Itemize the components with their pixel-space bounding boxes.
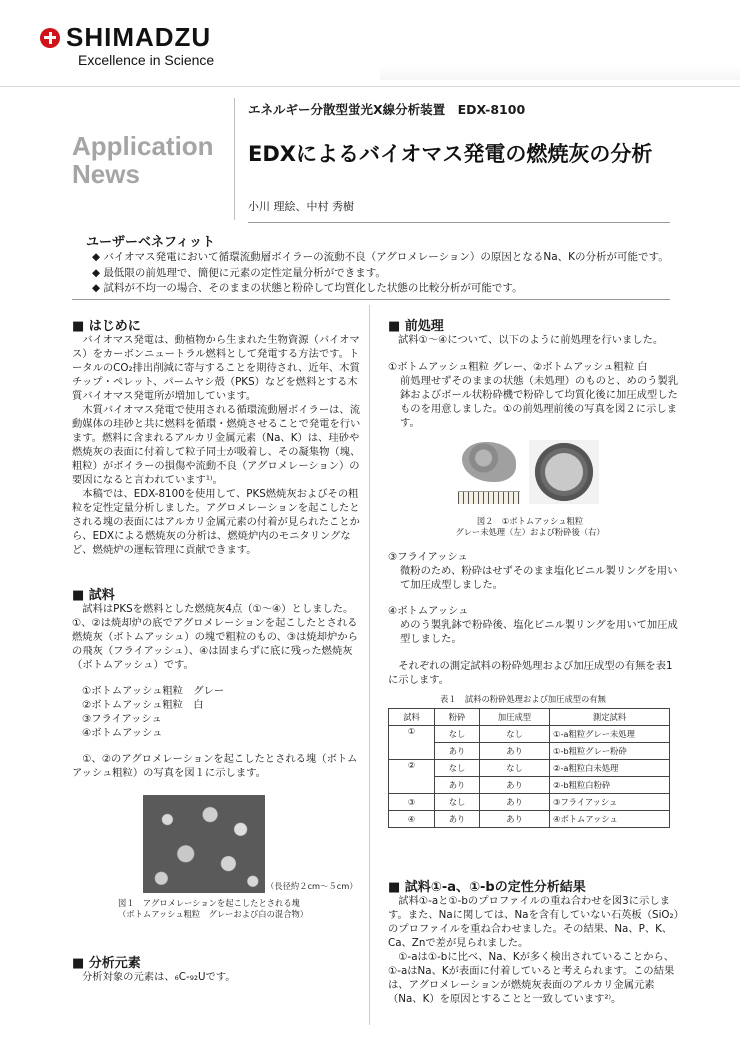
table-cell: ④ xyxy=(389,811,435,828)
samples-heading: ■ 試料 xyxy=(72,588,115,603)
application-news-label xyxy=(72,132,214,188)
table-cell: ① xyxy=(389,726,435,760)
title-rule xyxy=(248,222,670,223)
table-cell: ②-b粗粒白粉砕 xyxy=(550,777,670,794)
figure-2-caption xyxy=(455,516,605,538)
pretreat-item-3-body: 微粉のため、粉砕はせずそのまま塩化ビニル製リングを用いて加圧成型しました。 xyxy=(400,565,678,591)
benefit-item: ◆ 試料が不均一の場合、そのままの状態と粉砕して均質化した状態の比較分析が可能です。 xyxy=(92,281,669,297)
figure-1-size-note: （長径約２cm〜５cm） xyxy=(266,881,358,891)
table-header-cell: 測定試料 xyxy=(550,709,670,726)
intro-paragraph-1: バイオマス発電は、動植物から生まれた生物資源（バイオマス）をカーボンニュートラル燃料として発電する方法です。トータルのCO₂排出削減に寄与することを期待され、近年、木質チップ・ペレット、パームヤシ殻（PKS）などを燃料とする木質バイオマス発電所が増加しています。 xyxy=(72,334,360,402)
brand-logo xyxy=(40,22,211,53)
benefit-item: ◆ 最低限の前処理で、簡便に元素の定性定量分析ができます。 xyxy=(92,266,669,282)
samples-paragraph-1: 試料はPKSを燃料とした燃焼灰4点（①〜④）としました。①、②は焼却炉の底でアグロメレーションを起こしたとされる燃焼灰（ボトムアッシュ）の塊で粗粒のもの、③は焼却炉からの飛灰（フライアッシュ）、④は固まらずに底に残った燃焼灰（ボトムアッシュ）です。 xyxy=(72,603,358,671)
app-news-line1: Application xyxy=(72,131,214,161)
sample-list-item: ②ボトムアッシュ粗粒 白 xyxy=(82,699,204,711)
sample-list-item: ④ボトムアッシュ xyxy=(82,727,163,739)
figure-1-caption-line1: 図１ アグロメレーションを起こしたとされる塊 xyxy=(118,898,300,908)
results-paragraph-1: 試料①-aと①-bのプロファイルの重ね合わせを図3に示します。また、Naに関しては、Naを含有していない石英板（SiO₂）のプロファイルを重ね合わせました。その結果、Na、P、K、Ca、Znで差が見られました。 xyxy=(388,895,679,949)
header-divider xyxy=(0,86,740,87)
table-cell: あり xyxy=(480,794,550,811)
elements-text: 分析対象の元素は、₆C-₉₂Uです。 xyxy=(82,971,236,983)
pretreat-item-4-body: めのう製乳鉢で粉砕後、塩化ビニル製リングを用いて加圧成型しました。 xyxy=(400,619,678,645)
shimadzu-cross-icon xyxy=(40,28,60,48)
pretreat-item-1-2 xyxy=(388,360,680,430)
table-cell: ①-a粗粒グレー未処理 xyxy=(550,726,670,743)
scale-ruler xyxy=(458,491,520,504)
pretreat-item-3 xyxy=(388,550,680,592)
table-cell: あり xyxy=(480,811,550,828)
table-cell: あり xyxy=(435,811,480,828)
pretreat-item-1-2-title: ①ボトムアッシュ粗粒 グレー、②ボトムアッシュ粗粒 白 xyxy=(388,361,648,373)
benefits-rule xyxy=(72,299,670,300)
table-cell: あり xyxy=(435,743,480,760)
sample-list-item: ③フライアッシュ xyxy=(82,713,162,725)
table-header-row xyxy=(389,709,670,726)
table-cell: ③ xyxy=(389,794,435,811)
table-cell: あり xyxy=(435,777,480,794)
page-title: EDXによるバイオマス発電の燃焼灰の分析 xyxy=(248,142,653,166)
table-cell: ③フライアッシュ xyxy=(550,794,670,811)
sample-list-item: ①ボトムアッシュ粗粒 グレー xyxy=(82,685,225,697)
results-heading: ■ 試料①-a、①-bの定性分析結果 xyxy=(388,880,586,895)
pretreat-outro: それぞれの測定試料の粉砕処理および加圧成型の有無を表1に示します。 xyxy=(388,660,673,686)
figure-2-caption-line1: 図２ ①ボトムアッシュ粗粒 xyxy=(476,516,584,526)
pretreat-item-4-title: ④ボトムアッシュ xyxy=(388,605,469,617)
intro-heading: ■ はじめに xyxy=(72,319,141,334)
rock-sample-image xyxy=(462,442,516,482)
brand-name: SHIMADZU xyxy=(66,22,212,52)
table-1 xyxy=(388,708,670,828)
pretreat-item-3-title: ③フライアッシュ xyxy=(388,551,468,563)
sample-list xyxy=(82,684,224,740)
pretreat-heading: ■ 前処理 xyxy=(388,319,444,334)
table-header-cell: 粉砕 xyxy=(435,709,480,726)
table-header-cell: 試料 xyxy=(389,709,435,726)
table-cell: なし xyxy=(435,726,480,743)
table-row xyxy=(389,794,670,811)
results-paragraph-2: ①-aは①-bに比べ、Na、Kが多く検出されていることから、①-aはNa、Kが表面に付着していると考えられます。この結果は、アグロメレーションが燃焼灰表面のアルカリ金属元素（Na、K）を原因とすることと一致しています²⁾。 xyxy=(388,951,675,1005)
figure-2-caption-line2: グレー未処理（左）および粉砕後（右） xyxy=(455,527,605,537)
pretreat-item-1-2-body: 前処理せずそのままの状態（未処理）のものと、めのう製乳鉢およびボール状粉砕機で粉砕して均質化後に加圧成型したものを用意しました。①の前処理前後の写真を図２に示します。 xyxy=(400,375,679,429)
app-news-line2: News xyxy=(72,159,140,189)
benefits-list xyxy=(92,250,669,297)
elements-heading: ■ 分析元素 xyxy=(72,956,141,971)
table-cell: ②-a粗粒白未処理 xyxy=(550,760,670,777)
intro-paragraph-2: 木質バイオマス発電で使用される循環流動層ボイラーは、流動媒体の珪砂と共に燃料を循環・燃焼させることで発電を行います。燃料に含まれるアルカリ金属元素（Na、K）は、珪砂や燃焼灰の表面に付着して粒子同士が吸着し、その凝集物（塊、粗粒）がボイラーの損傷や流動不良（アグロメレーション）の要因になると言われています¹⁾。 xyxy=(72,404,361,486)
figure-1-caption-line2: （ボトムアッシュ粗粒 グレーおよび白の混合物） xyxy=(118,909,309,919)
benefit-item: ◆ バイオマス発電において循環流動層ボイラーの流動不良（アグロメレーション）の原因となるNa、Kの分析が可能です。 xyxy=(92,250,669,266)
figure-2-pressed-photo xyxy=(529,440,599,504)
instrument-subtitle: エネルギー分散型蛍光X線分析装置 EDX-8100 xyxy=(248,102,526,117)
table-cell: あり xyxy=(480,743,550,760)
pressed-pellet-surface xyxy=(545,453,583,491)
table-cell: ①-b粗粒グレー粉砕 xyxy=(550,743,670,760)
column-separator xyxy=(369,305,370,1025)
table-row xyxy=(389,760,670,777)
title-divider xyxy=(234,98,235,220)
header-background xyxy=(380,0,740,80)
table-header-cell: 加圧成型 xyxy=(480,709,550,726)
figure-1-caption xyxy=(118,898,308,920)
pretreat-item-4 xyxy=(388,604,680,646)
table-cell: なし xyxy=(480,726,550,743)
table-cell: なし xyxy=(435,760,480,777)
figure-1-photo xyxy=(143,795,265,893)
benefits-title: ユーザーベネフィット xyxy=(86,235,215,250)
table-cell: ② xyxy=(389,760,435,794)
table-cell: なし xyxy=(480,760,550,777)
brand-tagline: Excellence in Science xyxy=(78,52,215,68)
figure-2-untreated-photo xyxy=(458,440,520,504)
authors: 小川 理絵、中村 秀樹 xyxy=(248,200,354,213)
table-cell: あり xyxy=(480,777,550,794)
table-row xyxy=(389,811,670,828)
table-cell: なし xyxy=(435,794,480,811)
table-cell: ④ボトムアッシュ xyxy=(550,811,670,828)
table-row xyxy=(389,726,670,743)
table-1-caption: 表１ 試料の粉砕処理および加圧成型の有無 xyxy=(440,694,606,704)
samples-paragraph-2: ①、②のアグロメレーションを起こしたとされる塊（ボトムアッシュ粗粒）の写真を図１に示します。 xyxy=(72,753,358,779)
intro-paragraph-3: 本稿では、EDX-8100を使用して、PKS燃焼灰およびその粗粒を定性定量分析しました。アグロメレーションを起こしたとされる塊の表面にはアルカリ金属元素の付着が見られたことから、EDXによる燃焼灰の分析は、燃焼炉内のモニタリングなど、燃焼炉の運転管理に貢献できます。 xyxy=(72,488,360,556)
pretreat-intro: 試料①〜④について、以下のように前処理を行いました。 xyxy=(398,334,664,346)
